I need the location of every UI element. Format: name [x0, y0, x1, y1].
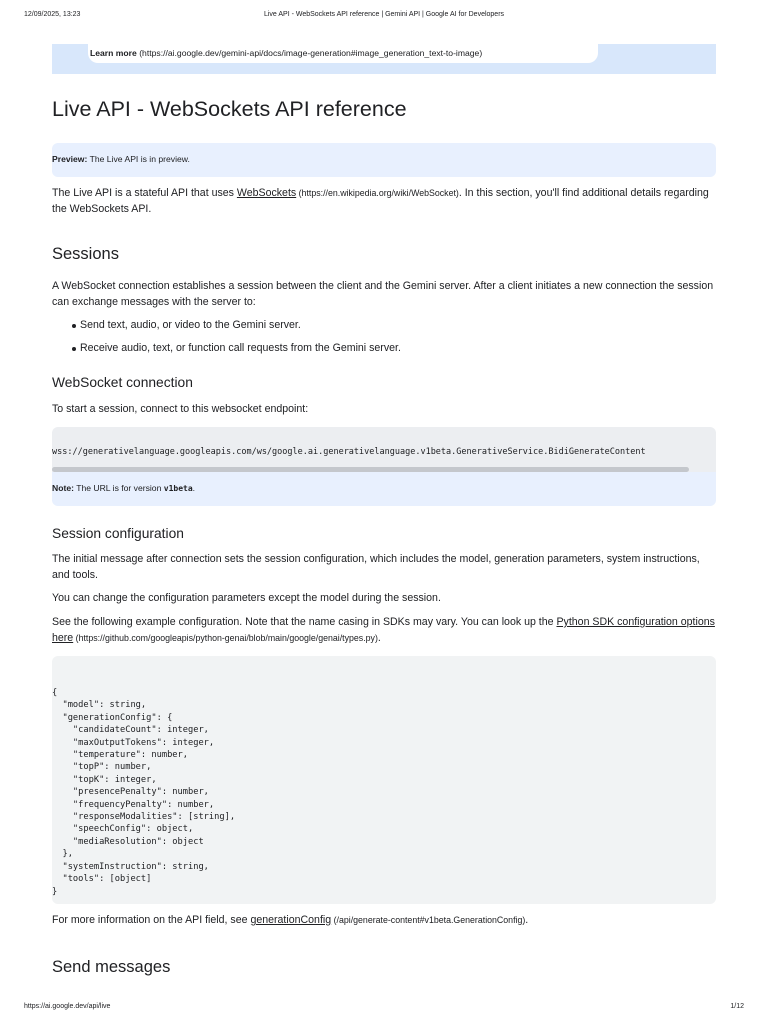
- note-text: [52, 483, 195, 493]
- learn-more-url[interactable]: (https://ai.google.dev/gemini-api/docs/image-generation#image_generation_text-to-image): [136, 48, 483, 58]
- learn-more-banner: [52, 44, 716, 74]
- print-title: Live API - WebSockets API reference | Gemini API | Google AI for Developers: [263, 11, 505, 18]
- list-item: Receive audio, text, or function call requests from the Gemini server.: [52, 341, 716, 364]
- websocket-connection-paragraph: To start a session, connect to this websocket endpoint:: [52, 403, 309, 415]
- more-info-text: For more information on the API field, see: [52, 914, 251, 926]
- preview-text: [52, 154, 190, 164]
- sessions-heading: Sessions: [52, 245, 119, 263]
- note-end: .: [192, 483, 196, 493]
- preview-label: Preview:: [52, 154, 88, 164]
- page-title: Live API - WebSockets API reference: [52, 97, 407, 121]
- footer-url: https://ai.google.dev/api/live: [24, 1003, 111, 1010]
- more-info-paragraph: [52, 913, 716, 929]
- python-sdk-link[interactable]: Python SDK configuration options here: [52, 616, 715, 644]
- note-message: The URL is for version: [73, 483, 164, 493]
- list-item: Send text, audio, or video to the Gemini server.: [52, 318, 716, 341]
- config-text: See the following example configuration. Note that the name casing in SDKs may vary. You can look up the: [52, 616, 557, 628]
- intro-text: The Live API is a stateful API that uses: [52, 187, 237, 199]
- note-callout: [52, 472, 716, 506]
- endpoint-url: wss://generativelanguage.googleapis.com/ws/google.ai.generativelanguage.v1beta.GenerativeService.BidiGenerateContent: [52, 447, 646, 457]
- generation-config-link[interactable]: generationConfig: [250, 914, 332, 926]
- websockets-url: (https://en.wikipedia.org/wiki/WebSocket): [296, 188, 459, 198]
- generation-config-url: (/api/generate-content#v1beta.GenerationConfig): [331, 915, 526, 925]
- config-text-end: .: [377, 631, 381, 644]
- preview-message: The Live API is in preview.: [87, 154, 190, 164]
- sessions-paragraph: A WebSocket connection establishes a session between the client and the Gemini server. After a client initiates a new connection the session can exchange messages with the server to:: [52, 280, 714, 308]
- learn-more-label[interactable]: Learn more: [90, 48, 137, 58]
- websockets-link[interactable]: WebSockets: [236, 187, 297, 199]
- preview-callout: [52, 143, 716, 177]
- session-configuration-heading: Session configuration: [52, 526, 184, 541]
- version-code: v1beta: [163, 484, 193, 493]
- print-footer: [0, 1003, 768, 1015]
- endpoint-code-block[interactable]: [52, 427, 716, 472]
- intro-text-end: . In this section, you'll find additional details regarding the WebSockets API.: [52, 187, 709, 215]
- more-info-end: .: [525, 914, 529, 926]
- print-header: [0, 11, 768, 23]
- page-number: 1/12: [730, 1003, 744, 1010]
- config-code-block[interactable]: [52, 656, 716, 904]
- note-label: Note:: [52, 483, 74, 493]
- config-paragraph-2: You can change the configuration parameters except the model during the session.: [52, 592, 441, 604]
- intro-paragraph: [52, 186, 716, 217]
- config-paragraph-1: The initial message after connection sets the session configuration, which includes the model, generation parameters, system instructions, and tools.: [52, 553, 700, 581]
- config-paragraph-3: [52, 615, 716, 646]
- banner-text: [90, 48, 482, 58]
- websocket-connection-heading: WebSocket connection: [52, 375, 193, 390]
- print-date: 12/09/2025, 13:23: [24, 11, 81, 18]
- config-code: { "model": string, "generationConfig": { "candidateCount": integer, "maxOutputTokens": integer, "temperature": number, "topP": number, "topK": integer, "presencePenalty": number, "frequencyPenalty": number, "responseModalities": [string], "speechConfig": object, "mediaResolution": object }, "systemInstruction": string, "tools": [object] }: [52, 688, 236, 897]
- send-messages-heading: Send messages: [52, 958, 171, 976]
- sessions-list: [52, 318, 716, 364]
- python-sdk-url: (https://github.com/googleapis/python-genai/blob/main/google/genai/types.py): [73, 632, 378, 643]
